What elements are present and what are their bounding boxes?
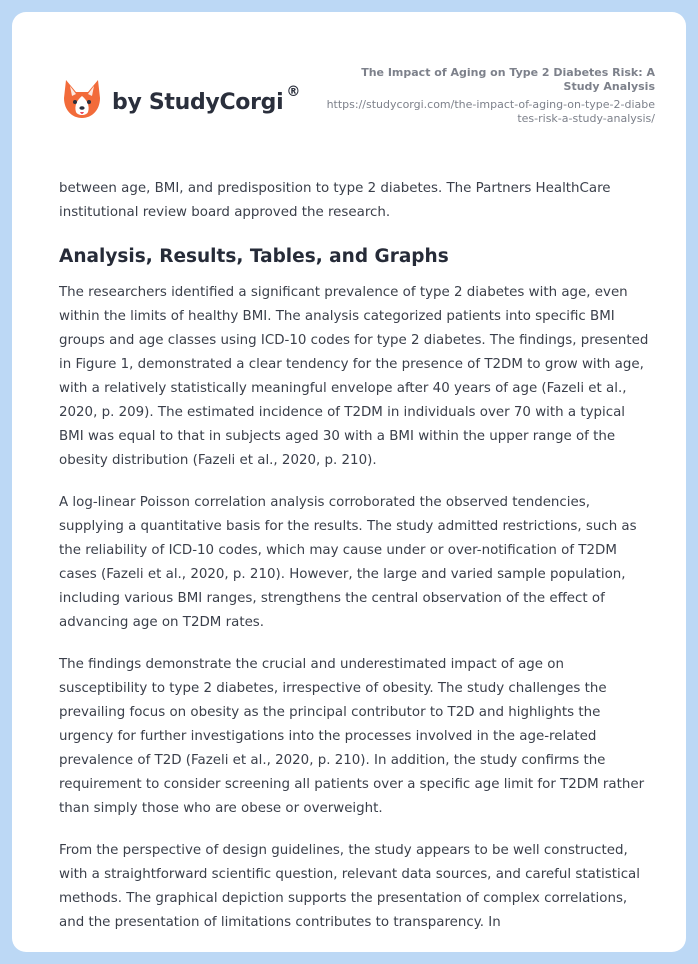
document-title: The Impact of Aging on Type 2 Diabetes Risk: A Study Analysis [361, 66, 655, 93]
document-page [12, 12, 686, 952]
intro-paragraph: between age, BMI, and predisposition to type 2 diabetes. The Partners HealthCare institutional review board approved the research. [59, 181, 611, 220]
studycorgi-logo[interactable] [60, 76, 300, 122]
page-header [12, 12, 686, 162]
document-meta [325, 66, 655, 126]
registered-mark: ® [286, 84, 301, 100]
document-url[interactable]: https://studycorgi.com/the-impact-of-aging-on-type-2-diabetes-risk-a-study-analysis/ [326, 98, 655, 125]
body-paragraph: A log-linear Poisson correlation analysis corroborated the observed tendencies, supplying a quantitative basis for the results. The study admitted restrictions, such as the reliability of ICD-10 codes, which may cause under or over-notification of T2DM cases (Fazeli et al., 2020, p. 210). However, the large and varied sample population, including various BMI ranges, strengthens the central observation of the effect of advancing age on T2DM rates. [59, 495, 637, 630]
body-paragraph: The findings demonstrate the crucial and underestimated impact of age on susceptibility to type 2 diabetes, irrespective of obesity. The study challenges the prevailing focus on obesity as the principal contributor to T2D and highlights the urgency for further investigations into the processes involved in the age-related prevalence of T2D (Fazeli et al., 2020, p. 210). In addition, the study confirms the requirement to consider screening all patients over a specific age limit for T2DM rather than simply those who are obese or overweight. [59, 657, 645, 816]
body-paragraph: From the perspective of design guidelines, the study appears to be well constructed, with a straightforward scientific question, relevant data sources, and careful statistical methods. The graphical depiction supports the presentation of complex correlations, and the presentation of limitations contributes to transparency. In [59, 843, 640, 930]
body-paragraph: The researchers identified a significant prevalence of type 2 diabetes with age, even within the limits of healthy BMI. The analysis categorized patients into specific BMI groups and age classes using ICD-10 codes for type 2 diabetes. The findings, presented in Figure 1, demonstrated a clear tendency for the presence of T2DM to grow with age, with a relatively statistically meaningful envelope after 40 years of age (Fazeli et al., 2020, p. 209). The estimated incidence of T2DM in individuals over 70 with a typical BMI was equal to that in subjects aged 30 with a BMI within the upper range of the obesity distribution (Fazeli et al., 2020, p. 210). [59, 285, 649, 468]
document-body [59, 177, 651, 952]
logo-text: by StudyCorgi [112, 89, 284, 115]
corgi-icon [60, 76, 104, 122]
section-heading: Analysis, Results, Tables, and Graphs [59, 246, 449, 267]
